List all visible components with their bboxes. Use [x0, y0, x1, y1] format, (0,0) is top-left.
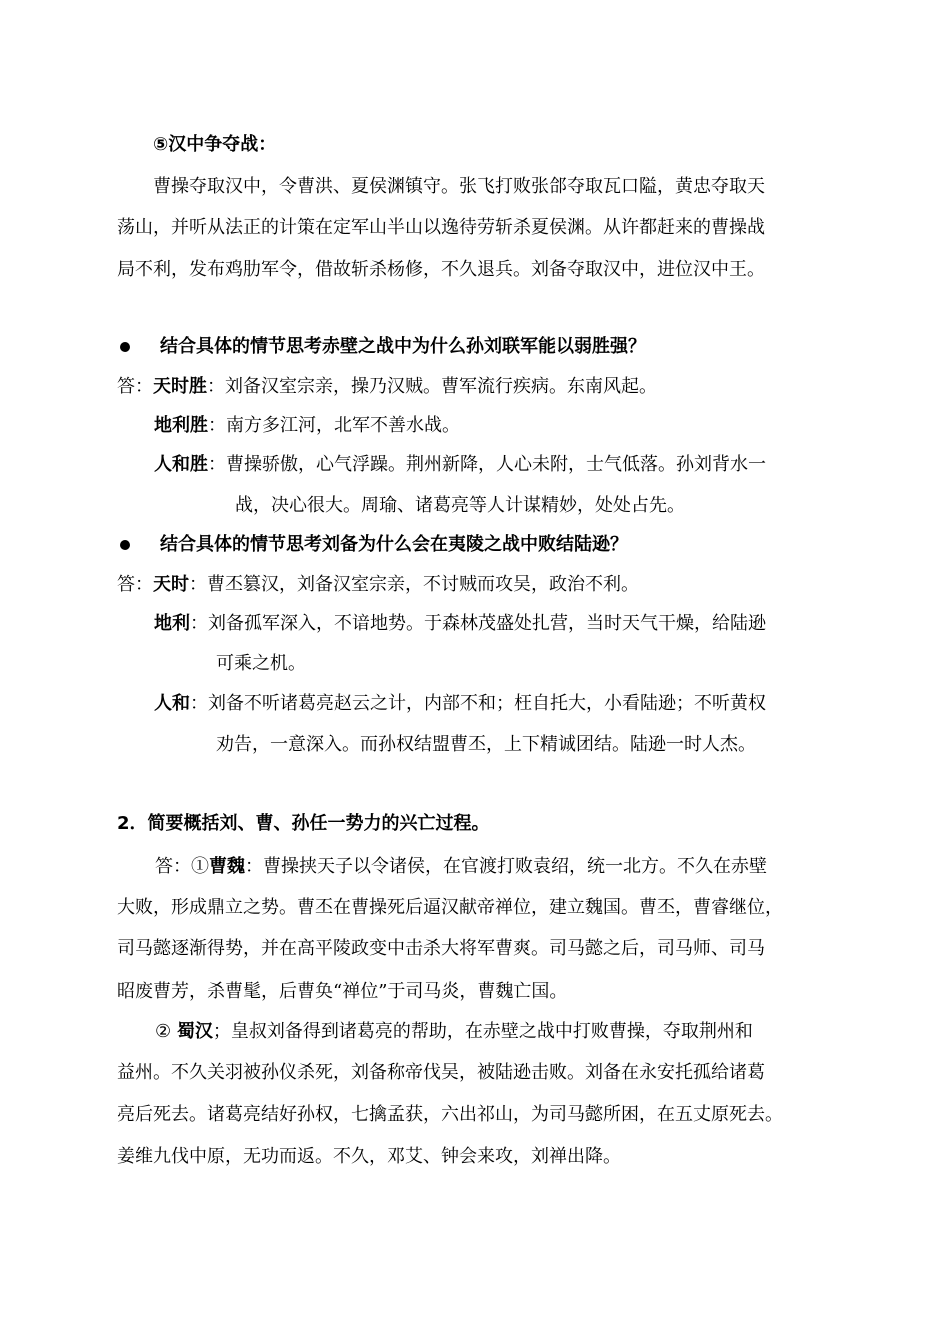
label-renhe: 人和: [154, 693, 190, 714]
answer-shu-line-1: [155, 1020, 753, 1044]
text-renhe: ：刘备不听诸葛亮赵云之计，内部不和；枉自托大，小看陆逊；不听黄权: [190, 693, 766, 714]
answer-shu-line-2: 益州。不久关羽被孙仪杀死，刘备称帝伐吴，被陆逊击败。刘备在永安托孤给诸葛: [117, 1062, 765, 1083]
text-tianshi: ：曹丕篡汉，刘备汉室宗亲，不讨贼而攻吴，政治不利。: [189, 574, 639, 595]
answer-prefix: 答：①: [155, 856, 209, 877]
answer-wei-line-2: 大败，形成鼎立之势。曹丕在曹操死后逼汉献帝禅位，建立魏国。曹丕，曹睿继位，: [117, 897, 783, 918]
shu-prefix: ②: [155, 1021, 177, 1042]
label-wei: 曹魏: [209, 856, 245, 877]
label-dili: 地利: [154, 613, 190, 634]
answer-chibi-renhe: [154, 453, 766, 477]
answer-yiling-dili: [154, 612, 766, 636]
answer-wei-line-4: 昭废曹芳，杀曹髦，后曹奂“禅位”于司马炎，曹魏亡国。: [117, 981, 568, 1002]
answer-yiling-tianshi: [117, 573, 639, 597]
section5-line-1: 曹操夺取汉中，令曹洪、夏侯渊镇守。张飞打败张郃夺取瓦口隘，黄忠夺取天: [153, 176, 765, 197]
question-2-heading: 2．简要概括刘、曹、孙任一势力的兴亡过程。: [117, 813, 490, 834]
answer-yiling-renhe-cont: 劝告，一意深入。而孙权结盟曹丕，上下精诚团结。陆逊一时人杰。: [216, 734, 756, 755]
text-dili: ：刘备孤军深入，不谙地势。于森林茂盛处扎营，当时天气干燥，给陆逊: [190, 613, 766, 634]
text-shu: ；皇叔刘备得到诸葛亮的帮助，在赤壁之战中打败曹操，夺取荆州和: [212, 1021, 753, 1042]
answer-chibi-dili: [154, 414, 460, 438]
text-renhe: ：曹操骄傲，心气浮躁。荆州新降，人心未附，士气低落。孙刘背水一: [208, 454, 766, 475]
text-tianshi: ：刘备汉室宗亲，操乃汉贼。曹军流行疾病。东南风起。: [207, 376, 657, 397]
label-renhe: 人和胜: [154, 454, 208, 475]
text-wei: ：曹操挟天子以令诸侯，在官渡打败袁绍，统一北方。不久在赤壁: [245, 856, 767, 877]
question-yiling: 结合具体的情节思考刘备为什么会在夷陵之战中败结陆逊？: [160, 534, 628, 555]
answer-prefix: 答：: [117, 574, 153, 595]
label-tianshi: 天时胜: [153, 376, 207, 397]
label-dili: 地利胜: [154, 415, 208, 436]
answer-wei-line-3: 司马懿逐渐得势，并在高平陵政变中击杀大将军曹爽。司马懿之后，司马师、司马: [117, 938, 765, 959]
section5-heading: ⑤汉中争夺战：: [153, 134, 277, 155]
answer-chibi-renhe-cont: 战，决心很大。周瑜、诸葛亮等人计谋精妙，处处占先。: [235, 495, 685, 516]
answer-wei-line-1: [155, 855, 767, 879]
bullet-icon: [120, 540, 130, 550]
bullet-icon: [120, 342, 130, 352]
answer-shu-line-4: 姜维九伐中原，无功而返。不久，邓艾、钟会来攻，刘禅出降。: [117, 1146, 621, 1167]
section5-line-2: 荡山，并听从法正的计策在定军山半山以逸待劳斩杀夏侯渊。从许都赶来的曹操战: [117, 217, 765, 238]
answer-chibi-tianshi: [117, 375, 657, 399]
answer-shu-line-3: 亮后死去。诸葛亮结好孙权，七擒孟获，六出祁山，为司马懿所困，在五丈原死去。: [117, 1104, 783, 1125]
text-dili: ：南方多江河，北军不善水战。: [208, 415, 460, 436]
answer-yiling-dili-cont: 可乘之机。: [216, 653, 306, 674]
answer-prefix: 答：: [117, 376, 153, 397]
section5-line-3: 局不利，发布鸡肋军令，借故斩杀杨修，不久退兵。刘备夺取汉中，进位汉中王。: [117, 259, 765, 280]
question-chibi: 结合具体的情节思考赤壁之战中为什么孙刘联军能以弱胜强？: [160, 336, 646, 357]
label-shu: 蜀汉: [176, 1021, 213, 1042]
label-tianshi: 天时: [153, 574, 189, 595]
answer-yiling-renhe: [154, 692, 766, 716]
